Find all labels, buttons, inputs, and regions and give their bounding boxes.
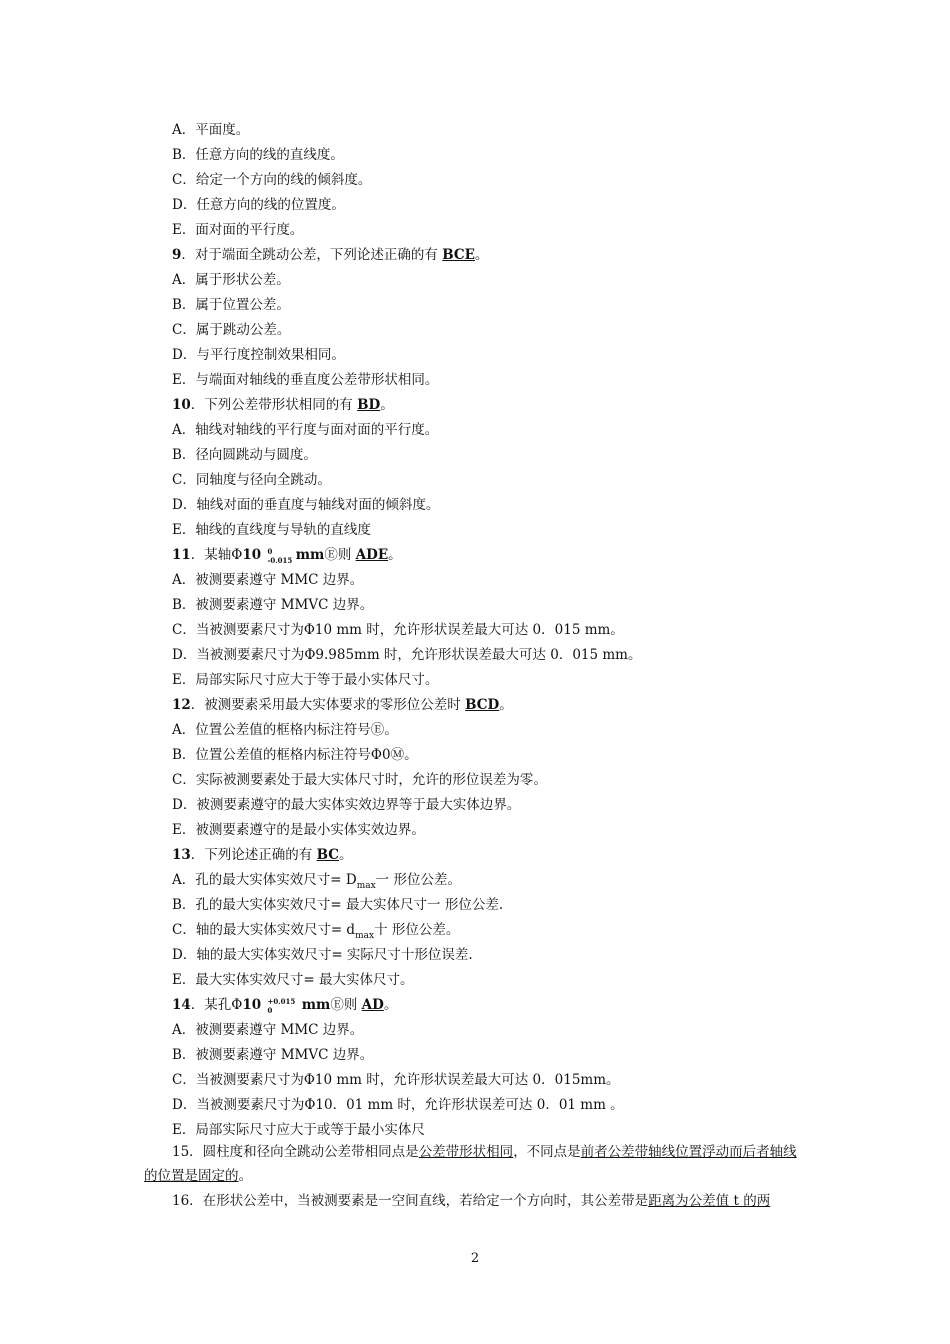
- q12-option-e: E．被测要素遵守的是最小实体实效边界。: [172, 822, 425, 838]
- q11-number: 11: [172, 547, 191, 563]
- q8-option-d: D．任意方向的线的位置度。: [172, 197, 345, 213]
- q12-option-b: B．位置公差值的框格内标注符号Φ0Ⓜ。: [172, 747, 418, 763]
- q14-end: 。: [383, 997, 398, 1013]
- q10-option-d: D．轴线对面的垂直度与轴线对面的倾斜度。: [172, 497, 440, 513]
- q10-option-b: B．径向圆跳动与圆度。: [172, 447, 317, 463]
- q14-option-a: A．被测要素遵守 MMC 边界。: [172, 1022, 364, 1038]
- q13-option-c: [172, 921, 459, 941]
- q13-end: 。: [339, 847, 353, 863]
- q9-answer: BCE: [442, 247, 475, 263]
- q10-option-c: C．同轴度与径向全跳动。: [172, 472, 331, 488]
- q14-option-e: E．局部实际尺寸应大于或等于最小实体尺: [172, 1122, 425, 1138]
- q14-mid: 则: [343, 997, 358, 1013]
- page-number: 2: [470, 1251, 480, 1266]
- q13-option-c-subscript: max: [355, 931, 375, 941]
- envelope-symbol: Ⓔ: [324, 547, 338, 563]
- q13-option-a-pre: A．孔的最大实体实效尺寸= D: [172, 872, 357, 888]
- q11-option-e: E．局部实际尺寸应大于等于最小实体尺寸。: [172, 672, 439, 688]
- q11-pre: ．某轴Φ: [190, 547, 243, 563]
- q13-question: [172, 846, 353, 864]
- q9-option-d: D．与平行度控制效果相同。: [172, 347, 345, 363]
- q11-dimension: 10: [242, 547, 262, 563]
- q14-pre: ．某孔Φ: [190, 997, 243, 1013]
- q15-end: 。: [238, 1168, 252, 1184]
- q13-option-d: D．轴的最大实体实效尺寸= 实际尺寸十形位误差.: [172, 947, 473, 963]
- q14-tolerance: [267, 996, 295, 1014]
- q8-option-e: E．面对面的平行度。: [172, 222, 304, 238]
- q12-question: [172, 696, 513, 714]
- q9-number: 9: [172, 247, 182, 263]
- q11-option-d: D．当被测要素尺寸为Φ9.985mm 时，允许形状误差最大可达 0．015 mm。: [172, 647, 642, 663]
- q11-question: [172, 546, 402, 564]
- q15-pre: 15．圆柱度和径向全跳动公差带相同点是: [172, 1144, 419, 1160]
- q10-answer: BD: [357, 397, 381, 413]
- q13-option-b: B．孔的最大实体实效尺寸= 最大实体尺寸一 形位公差.: [172, 897, 504, 913]
- q12-option-a: A．位置公差值的框格内标注符号Ⓔ。: [172, 722, 398, 738]
- q12-answer: BCD: [465, 697, 500, 713]
- q9-option-b: B．属于位置公差。: [172, 297, 290, 313]
- q11-tolerance: [267, 546, 293, 565]
- q12-option-c: C．实际被测要素处于最大实体尺寸时，允许的形位误差为零。: [172, 772, 547, 788]
- q10-option-a: A．轴线对轴线的平行度与面对面的平行度。: [172, 422, 439, 438]
- q16-pre: 16．在形状公差中，当被测要素是一空间直线，若给定一个方向时，其公差带是: [172, 1193, 649, 1209]
- q14-dimension: 10: [242, 997, 262, 1013]
- q8-option-a: A．平面度。: [172, 122, 250, 138]
- q14-option-b: B．被测要素遵守 MMVC 边界。: [172, 1047, 374, 1063]
- q13-option-c-post: 十 形位公差。: [374, 922, 460, 938]
- q13-option-e: E．最大实体实效尺寸= 最大实体尺寸。: [172, 972, 414, 988]
- q12-option-d: D．被测要素遵守的最大实体实效边界等于最大实体边界。: [172, 797, 521, 813]
- q16-answer: 距离为公差值 t 的两: [648, 1193, 771, 1209]
- q14-unit: mm: [301, 997, 331, 1013]
- q10-question: [172, 396, 394, 414]
- q11-tolerance-upper: 0: [267, 547, 273, 556]
- q11-end: 。: [388, 547, 402, 563]
- q12-text: ．被测要素采用最大实体要求的零形位公差时: [190, 697, 461, 713]
- q13-option-a-post: 一 形位公差。: [375, 872, 461, 888]
- q14-tolerance-lower: 0: [267, 1006, 273, 1015]
- q13-answer: BC: [316, 847, 339, 863]
- q9-end: 。: [474, 247, 489, 263]
- q13-option-a: [172, 871, 461, 891]
- q14-answer: AD: [361, 997, 384, 1013]
- envelope-symbol: Ⓔ: [330, 997, 344, 1013]
- q15-answer-2: 前者公差带轴线位置浮动而后者轴线的位置是固定的: [144, 1144, 797, 1184]
- q12-number: 12: [172, 697, 191, 713]
- q10-end: 。: [380, 397, 394, 413]
- q9-question: [172, 246, 488, 264]
- q9-option-c: C．属于跳动公差。: [172, 322, 291, 338]
- q10-option-e: E．轴线的直线度与导轨的直线度: [172, 522, 371, 538]
- q15-mid: ，不同点是: [513, 1144, 581, 1160]
- q11-mid: 则: [337, 547, 352, 563]
- q8-option-c: C．给定一个方向的线的倾斜度。: [172, 172, 372, 188]
- q9-option-a: A．属于形状公差。: [172, 272, 290, 288]
- q11-option-c: C．当被测要素尺寸为Φ10 mm 时，允许形状误差最大可达 0．015 mm。: [172, 622, 624, 638]
- q11-option-b: B．被测要素遵守 MMVC 边界。: [172, 597, 374, 613]
- q11-option-a: A．被测要素遵守 MMC 边界。: [172, 572, 364, 588]
- q14-tolerance-upper: +0.015: [267, 997, 296, 1006]
- q13-number: 13: [172, 847, 191, 863]
- q14-option-c: C．当被测要素尺寸为Φ10 mm 时，允许形状误差最大可达 0．015mm。: [172, 1072, 620, 1088]
- q10-text: ．下列公差带形状相同的有: [190, 397, 353, 413]
- q11-tolerance-lower: -0.015: [267, 556, 293, 565]
- q13-option-c-pre: C．轴的最大实体实效尺寸= d: [172, 922, 356, 938]
- q10-number: 10: [172, 397, 191, 413]
- q16-paragraph: [144, 1189, 810, 1213]
- q11-answer: ADE: [355, 547, 389, 563]
- q14-number: 14: [172, 997, 191, 1013]
- q15-answer-1: 公差带形状相同: [418, 1144, 514, 1160]
- q9-text: ．对于端面全跳动公差，下列论述正确的有: [181, 247, 438, 263]
- q14-option-d: D．当被测要素尺寸为Φ10．01 mm 时，允许形状误差可达 0．01 mm 。: [172, 1097, 624, 1113]
- q13-text: ．下列论述正确的有: [190, 847, 313, 863]
- q14-question: [172, 996, 397, 1014]
- q11-unit: mm: [295, 547, 325, 563]
- q13-option-a-subscript: max: [356, 881, 376, 891]
- q12-end: 。: [499, 697, 513, 713]
- q8-option-b: B．任意方向的线的直线度。: [172, 147, 344, 163]
- q9-option-e: E．与端面对轴线的垂直度公差带形状相同。: [172, 372, 439, 388]
- q15-paragraph: [144, 1140, 810, 1188]
